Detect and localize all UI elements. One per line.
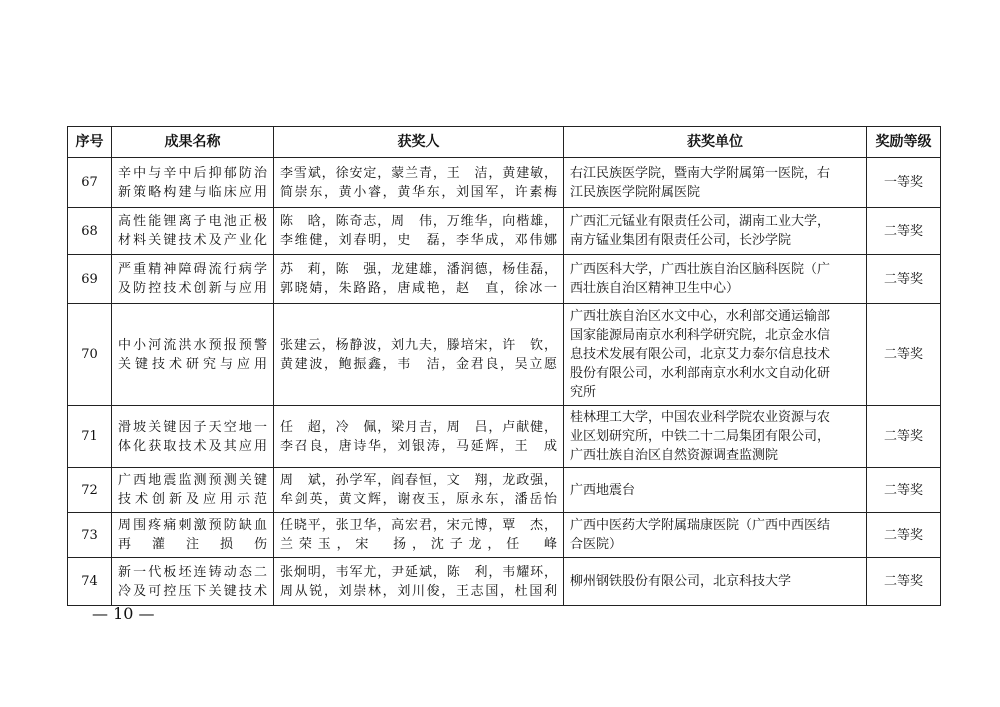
row-index: 70 (68, 304, 112, 406)
row-award-units: 广西壮族自治区水文中心，水利部交通运输部 国家能源局南京水利科学研究院，北京金水信 息技术发展有限公司，北京艾力泰尔信息技术 股份有限公司，水利部南京水利水文自动化研 究所 (564, 304, 867, 406)
row-award-rank: 二等奖 (867, 304, 941, 406)
row-index: 72 (68, 468, 112, 513)
row-achievement-name: 高性能锂离子电池正极 材料关键技术及产业化 (112, 208, 274, 255)
row-achievement-name: 辛中与辛中后抑郁防治 新策略构建与临床应用 (112, 158, 274, 208)
row-awardees: 李雪斌，徐安定，蒙兰青，王 洁，黄建敏， 简崇东，黄小睿，黄华东，刘国军，许素梅 (274, 158, 564, 208)
page-number: — 10 — (92, 604, 155, 623)
header-index: 序号 (68, 127, 112, 158)
header-rank: 奖励等级 (867, 127, 941, 158)
header-name: 成果名称 (112, 127, 274, 158)
row-awardees: 陈 晗，陈奇志，周 伟，万维华，向楷雄， 李维健，刘春明，史 磊，李华成，邓伟娜 (274, 208, 564, 255)
row-index: 74 (68, 558, 112, 606)
table-row (68, 158, 941, 208)
row-awardees: 苏 莉，陈 强，龙建雄，潘润德，杨佳磊， 郭晓婧，朱路路，唐咸艳，赵 直，徐冰一 (274, 255, 564, 304)
row-awardees: 任晓平，张卫华，高宏君，宋元博，覃 杰， 兰荣玉，宋 扬，沈子龙，任 峰 (274, 513, 564, 558)
row-index: 67 (68, 158, 112, 208)
header-awardees: 获奖人 (274, 127, 564, 158)
row-awardees: 张建云，杨静波，刘九夫，滕培宋，许 钦， 黄建波，鲍振鑫，韦 洁，金君良，吴立愿 (274, 304, 564, 406)
table-row (68, 513, 941, 558)
row-award-units: 广西医科大学，广西壮族自治区脑科医院（广 西壮族自治区精神卫生中心） (564, 255, 867, 304)
award-table (67, 126, 941, 606)
row-award-rank: 二等奖 (867, 468, 941, 513)
row-award-units: 桂林理工大学，中国农业科学院农业资源与农 业区划研究所，中铁二十二局集团有限公司， 广西壮族自治区自然资源调查监测院 (564, 406, 867, 468)
table-row (68, 406, 941, 468)
table-row (68, 208, 941, 255)
row-award-units: 广西地震台 (564, 468, 867, 513)
row-awardees: 任 超，冷 佩，梁月吉，周 吕，卢献健， 李召良，唐诗华，刘银涛，马延辉，王 成 (274, 406, 564, 468)
row-award-rank: 二等奖 (867, 513, 941, 558)
row-achievement-name: 广西地震监测预测关键 技术创新及应用示范 (112, 468, 274, 513)
row-award-units: 广西中医药大学附属瑞康医院（广西中西医结 合医院） (564, 513, 867, 558)
row-index: 68 (68, 208, 112, 255)
table-header-row (68, 127, 941, 158)
row-award-rank: 二等奖 (867, 255, 941, 304)
row-award-rank: 二等奖 (867, 208, 941, 255)
table-row (68, 304, 941, 406)
row-index: 73 (68, 513, 112, 558)
row-award-rank: 二等奖 (867, 406, 941, 468)
table-row (68, 558, 941, 606)
row-index: 71 (68, 406, 112, 468)
row-award-rank: 一等奖 (867, 158, 941, 208)
row-achievement-name: 严重精神障碍流行病学 及防控技术创新与应用 (112, 255, 274, 304)
row-award-units: 广西汇元锰业有限责任公司，湖南工业大学， 南方锰业集团有限责任公司，长沙学院 (564, 208, 867, 255)
table-row (68, 255, 941, 304)
row-awardees: 周 斌，孙学军，阎春恒，文 翔，龙政强， 牟剑英，黄文辉，谢夜玉，原永东，潘岳怡 (274, 468, 564, 513)
header-units: 获奖单位 (564, 127, 867, 158)
row-achievement-name: 中小河流洪水预报预警 关键技术研究与应用 (112, 304, 274, 406)
row-award-rank: 二等奖 (867, 558, 941, 606)
row-index: 69 (68, 255, 112, 304)
row-award-units: 柳州钢铁股份有限公司，北京科技大学 (564, 558, 867, 606)
table-row (68, 468, 941, 513)
row-achievement-name: 新一代板坯连铸动态二 冷及可控压下关键技术 (112, 558, 274, 606)
row-achievement-name: 滑坡关键因子天空地一 体化获取技术及其应用 (112, 406, 274, 468)
row-awardees: 张炯明，韦军尤，尹延斌，陈 利，韦耀环， 周从锐，刘崇林，刘川俊，王志国，杜国利 (274, 558, 564, 606)
row-achievement-name: 周围疼痛刺激预防缺血 再灌注损伤 (112, 513, 274, 558)
row-award-units: 右江民族医学院，暨南大学附属第一医院，右 江民族医学院附属医院 (564, 158, 867, 208)
